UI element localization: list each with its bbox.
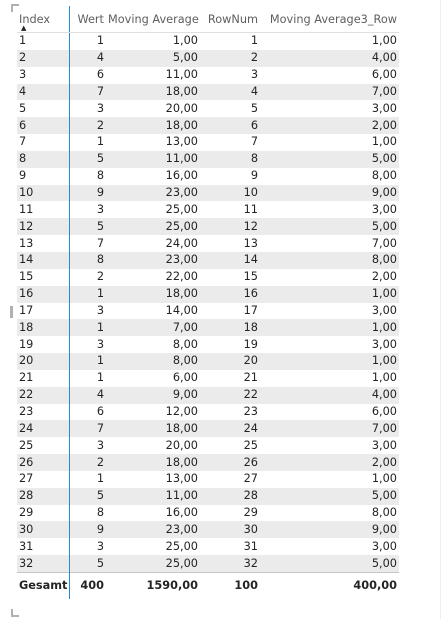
visual-resize-handle[interactable] bbox=[10, 306, 13, 318]
cell-rownum: 7 bbox=[250, 135, 258, 149]
cell-moving-average: 16,00 bbox=[165, 169, 198, 183]
table-row[interactable] bbox=[17, 420, 399, 437]
cell-index: 1 bbox=[17, 33, 70, 50]
cell-moving-average3-row: 2,00 bbox=[260, 117, 399, 134]
table-row[interactable] bbox=[17, 33, 399, 50]
cell-index: 32 bbox=[17, 555, 70, 572]
cell-rownum: 12 bbox=[200, 218, 260, 235]
table-row[interactable] bbox=[17, 269, 399, 286]
cell-moving-average: 23,00 bbox=[106, 185, 200, 202]
cell-rownum: 16 bbox=[200, 286, 260, 303]
table-row[interactable] bbox=[17, 505, 399, 522]
cell-index: 29 bbox=[17, 505, 70, 522]
cell-index: 6 bbox=[17, 117, 70, 134]
table-row[interactable] bbox=[17, 134, 399, 151]
column-header-label: Wert bbox=[77, 12, 104, 26]
cell-index: 21 bbox=[17, 370, 70, 387]
total-moving-average: 1590,00 bbox=[106, 573, 200, 600]
cell-moving-average3-row: 7,00 bbox=[371, 236, 397, 250]
cell-moving-average: 6,00 bbox=[172, 371, 198, 385]
visual-corner-bottom-left bbox=[11, 609, 19, 617]
table-row[interactable] bbox=[17, 454, 399, 471]
cell-wert: 1 bbox=[96, 371, 104, 385]
cell-index: 25 bbox=[17, 437, 70, 454]
cell-wert: 7 bbox=[96, 236, 104, 250]
column-header-label: Index bbox=[19, 12, 51, 26]
cell-rownum: 2 bbox=[200, 50, 260, 67]
cell-moving-average3-row: 4,00 bbox=[260, 387, 399, 404]
cell-wert: 3 bbox=[96, 101, 104, 115]
sort-ascending-icon[interactable]: ▲ bbox=[21, 24, 27, 32]
cell-index: 22 bbox=[17, 387, 70, 404]
cell-moving-average: 1,00 bbox=[172, 34, 198, 48]
cell-moving-average: 18,00 bbox=[106, 454, 200, 471]
cell-wert: 7 bbox=[70, 420, 107, 437]
cell-index: 20 bbox=[17, 353, 70, 370]
cell-rownum: 6 bbox=[200, 117, 260, 134]
cell-rownum: 31 bbox=[243, 539, 258, 553]
cell-rownum: 27 bbox=[243, 472, 258, 486]
cell-index: 28 bbox=[17, 488, 70, 505]
cell-index: 31 bbox=[17, 538, 70, 555]
cell-moving-average: 12,00 bbox=[165, 404, 198, 418]
cell-moving-average3-row: 2,00 bbox=[371, 270, 397, 284]
cell-moving-average3-row: 3,00 bbox=[371, 202, 397, 216]
cell-index: 18 bbox=[17, 319, 70, 336]
cell-wert: 1 bbox=[96, 34, 104, 48]
cell-rownum: 26 bbox=[200, 454, 260, 471]
cell-index: 14 bbox=[17, 252, 70, 269]
column-header-label: RowNum bbox=[207, 12, 258, 26]
cell-rownum: 8 bbox=[200, 151, 260, 168]
column-header-label: Moving Average bbox=[108, 12, 199, 26]
cell-wert: 1 bbox=[96, 472, 104, 486]
table-row[interactable] bbox=[17, 218, 399, 235]
table-row[interactable] bbox=[17, 67, 399, 84]
cell-moving-average3-row: 8,00 bbox=[371, 169, 397, 183]
cell-rownum: 3 bbox=[250, 68, 258, 82]
table-row[interactable] bbox=[17, 353, 399, 370]
table-row[interactable] bbox=[17, 303, 399, 320]
table-row[interactable] bbox=[17, 471, 399, 488]
cell-moving-average3-row: 5,00 bbox=[260, 218, 399, 235]
cell-wert: 2 bbox=[70, 454, 107, 471]
cell-wert: 8 bbox=[96, 506, 104, 520]
column-header-label: Moving Average3_Row bbox=[269, 12, 397, 26]
cell-wert: 3 bbox=[96, 539, 104, 553]
cell-moving-average: 16,00 bbox=[165, 506, 198, 520]
cell-moving-average: 25,00 bbox=[165, 539, 198, 553]
total-wert: 400 bbox=[70, 573, 107, 600]
cell-wert: 2 bbox=[96, 270, 104, 284]
cell-moving-average3-row: 1,00 bbox=[371, 472, 397, 486]
cell-wert: 1 bbox=[96, 135, 104, 149]
cell-moving-average: 13,00 bbox=[165, 472, 198, 486]
cell-rownum: 20 bbox=[200, 353, 260, 370]
cell-rownum: 25 bbox=[243, 438, 258, 452]
cell-rownum: 17 bbox=[243, 303, 258, 317]
cell-moving-average: 18,00 bbox=[106, 286, 200, 303]
cell-index: 16 bbox=[17, 286, 70, 303]
table-row[interactable] bbox=[17, 201, 399, 218]
cell-index: 23 bbox=[17, 404, 70, 421]
cell-rownum: 13 bbox=[243, 236, 258, 250]
table-row[interactable] bbox=[17, 538, 399, 555]
cell-wert: 5 bbox=[70, 151, 107, 168]
cell-index: 11 bbox=[17, 201, 70, 218]
cell-moving-average: 18,00 bbox=[106, 84, 200, 101]
cell-wert: 1 bbox=[70, 353, 107, 370]
cell-wert: 3 bbox=[96, 438, 104, 452]
cell-rownum: 22 bbox=[200, 387, 260, 404]
cell-wert: 6 bbox=[96, 68, 104, 82]
cell-wert: 5 bbox=[70, 555, 107, 572]
column-header-wert[interactable] bbox=[70, 6, 107, 33]
table-row[interactable] bbox=[17, 521, 399, 538]
cell-rownum: 32 bbox=[200, 555, 260, 572]
header-row bbox=[17, 6, 399, 33]
cell-index: 10 bbox=[17, 185, 70, 202]
cell-rownum: 14 bbox=[200, 252, 260, 269]
table-row[interactable] bbox=[17, 404, 399, 421]
cell-index: 12 bbox=[17, 218, 70, 235]
cell-moving-average3-row: 3,00 bbox=[371, 101, 397, 115]
cell-wert: 5 bbox=[70, 218, 107, 235]
cell-wert: 5 bbox=[70, 488, 107, 505]
cell-rownum: 9 bbox=[250, 169, 258, 183]
total-rownum: 100 bbox=[200, 573, 260, 600]
cell-wert: 3 bbox=[96, 337, 104, 351]
cell-rownum: 18 bbox=[200, 319, 260, 336]
cell-moving-average: 25,00 bbox=[106, 555, 200, 572]
cell-rownum: 1 bbox=[250, 34, 258, 48]
cell-moving-average: 11,00 bbox=[165, 68, 198, 82]
cell-moving-average: 22,00 bbox=[165, 270, 198, 284]
cell-moving-average: 11,00 bbox=[106, 488, 200, 505]
table-row[interactable] bbox=[17, 437, 399, 454]
table-row[interactable] bbox=[17, 151, 399, 168]
cell-wert: 8 bbox=[96, 169, 104, 183]
cell-rownum: 15 bbox=[243, 270, 258, 284]
cell-moving-average3-row: 9,00 bbox=[260, 521, 399, 538]
table-body bbox=[17, 33, 399, 573]
cell-moving-average: 20,00 bbox=[165, 438, 198, 452]
cell-rownum: 5 bbox=[250, 101, 258, 115]
table-row[interactable] bbox=[17, 117, 399, 134]
cell-wert: 9 bbox=[70, 521, 107, 538]
cell-moving-average: 9,00 bbox=[106, 387, 200, 404]
cell-rownum: 10 bbox=[200, 185, 260, 202]
table-row[interactable] bbox=[17, 185, 399, 202]
cell-index: 15 bbox=[17, 269, 70, 286]
cell-index: 9 bbox=[17, 168, 70, 185]
cell-moving-average3-row: 1,00 bbox=[260, 319, 399, 336]
cell-wert: 7 bbox=[70, 84, 107, 101]
cell-rownum: 4 bbox=[200, 84, 260, 101]
cell-index: 7 bbox=[17, 134, 70, 151]
total-label: Gesamt bbox=[17, 573, 70, 600]
cell-moving-average3-row: 8,00 bbox=[260, 252, 399, 269]
cell-wert: 9 bbox=[70, 185, 107, 202]
cell-moving-average3-row: 3,00 bbox=[371, 539, 397, 553]
table-row[interactable] bbox=[17, 555, 399, 572]
cell-moving-average3-row: 3,00 bbox=[371, 438, 397, 452]
cell-moving-average: 13,00 bbox=[165, 135, 198, 149]
cell-index: 26 bbox=[17, 454, 70, 471]
cell-index: 30 bbox=[17, 521, 70, 538]
table-row[interactable] bbox=[17, 84, 399, 101]
cell-moving-average3-row: 2,00 bbox=[260, 454, 399, 471]
cell-wert: 4 bbox=[70, 387, 107, 404]
cell-moving-average: 23,00 bbox=[106, 521, 200, 538]
cell-moving-average3-row: 1,00 bbox=[371, 371, 397, 385]
cell-rownum: 19 bbox=[243, 337, 258, 351]
cell-moving-average3-row: 9,00 bbox=[260, 185, 399, 202]
cell-index: 8 bbox=[17, 151, 70, 168]
cell-moving-average3-row: 5,00 bbox=[260, 555, 399, 572]
table-row[interactable] bbox=[17, 387, 399, 404]
data-table bbox=[17, 6, 399, 599]
cell-wert: 6 bbox=[96, 404, 104, 418]
cell-wert: 3 bbox=[96, 202, 104, 216]
cell-moving-average3-row: 1,00 bbox=[260, 353, 399, 370]
table-row[interactable] bbox=[17, 235, 399, 252]
cell-moving-average: 8,00 bbox=[172, 337, 198, 351]
column-header-moving-average3-row[interactable] bbox=[260, 6, 399, 33]
table-row[interactable] bbox=[17, 488, 399, 505]
cell-moving-average3-row: 4,00 bbox=[260, 50, 399, 67]
cell-moving-average3-row: 6,00 bbox=[371, 68, 397, 82]
column-header-moving-average[interactable] bbox=[106, 6, 200, 33]
cell-moving-average: 18,00 bbox=[106, 420, 200, 437]
cell-wert: 1 bbox=[70, 286, 107, 303]
cell-moving-average3-row: 1,00 bbox=[371, 135, 397, 149]
cell-moving-average3-row: 6,00 bbox=[371, 404, 397, 418]
cell-rownum: 21 bbox=[243, 371, 258, 385]
cell-index: 2 bbox=[17, 50, 70, 67]
table-row[interactable] bbox=[17, 319, 399, 336]
cell-wert: 1 bbox=[70, 319, 107, 336]
cell-index: 5 bbox=[17, 100, 70, 117]
cell-index: 27 bbox=[17, 471, 70, 488]
column-header-rownum[interactable] bbox=[200, 6, 260, 33]
cell-moving-average: 18,00 bbox=[106, 117, 200, 134]
cell-index: 3 bbox=[17, 67, 70, 84]
cell-moving-average3-row: 8,00 bbox=[371, 506, 397, 520]
cell-index: 19 bbox=[17, 336, 70, 353]
cell-rownum: 28 bbox=[200, 488, 260, 505]
cell-index: 17 bbox=[17, 303, 70, 320]
cell-rownum: 29 bbox=[243, 506, 258, 520]
cell-rownum: 30 bbox=[200, 521, 260, 538]
cell-wert: 4 bbox=[70, 50, 107, 67]
table-row[interactable] bbox=[17, 252, 399, 269]
cell-wert: 8 bbox=[70, 252, 107, 269]
cell-rownum: 24 bbox=[200, 420, 260, 437]
cell-index: 24 bbox=[17, 420, 70, 437]
cell-moving-average3-row: 5,00 bbox=[260, 151, 399, 168]
cell-index: 13 bbox=[17, 235, 70, 252]
cell-moving-average3-row: 7,00 bbox=[260, 420, 399, 437]
column-header-index[interactable] bbox=[17, 6, 70, 33]
canvas-edge bbox=[440, 0, 441, 619]
total-row bbox=[17, 573, 399, 600]
cell-moving-average: 25,00 bbox=[106, 218, 200, 235]
cell-moving-average: 8,00 bbox=[106, 353, 200, 370]
table-row[interactable] bbox=[17, 100, 399, 117]
cell-moving-average: 24,00 bbox=[165, 236, 198, 250]
cell-moving-average: 11,00 bbox=[106, 151, 200, 168]
table-row[interactable] bbox=[17, 336, 399, 353]
cell-wert: 3 bbox=[96, 303, 104, 317]
cell-wert: 2 bbox=[70, 117, 107, 134]
cell-rownum: 23 bbox=[243, 404, 258, 418]
cell-index: 4 bbox=[17, 84, 70, 101]
total-moving-average3-row: 400,00 bbox=[260, 573, 399, 600]
cell-moving-average3-row: 1,00 bbox=[260, 286, 399, 303]
cell-moving-average3-row: 5,00 bbox=[260, 488, 399, 505]
table-row[interactable] bbox=[17, 50, 399, 67]
cell-moving-average3-row: 1,00 bbox=[371, 34, 397, 48]
cell-moving-average: 23,00 bbox=[106, 252, 200, 269]
cell-moving-average: 7,00 bbox=[106, 319, 200, 336]
cell-moving-average3-row: 3,00 bbox=[371, 303, 397, 317]
cell-moving-average: 25,00 bbox=[165, 202, 198, 216]
table-row[interactable] bbox=[17, 370, 399, 387]
cell-moving-average3-row: 3,00 bbox=[371, 337, 397, 351]
cell-moving-average: 20,00 bbox=[165, 101, 198, 115]
table-row[interactable] bbox=[17, 286, 399, 303]
cell-rownum: 11 bbox=[243, 202, 258, 216]
table-row[interactable] bbox=[17, 168, 399, 185]
cell-moving-average: 5,00 bbox=[106, 50, 200, 67]
cell-moving-average3-row: 7,00 bbox=[260, 84, 399, 101]
cell-moving-average: 14,00 bbox=[165, 303, 198, 317]
